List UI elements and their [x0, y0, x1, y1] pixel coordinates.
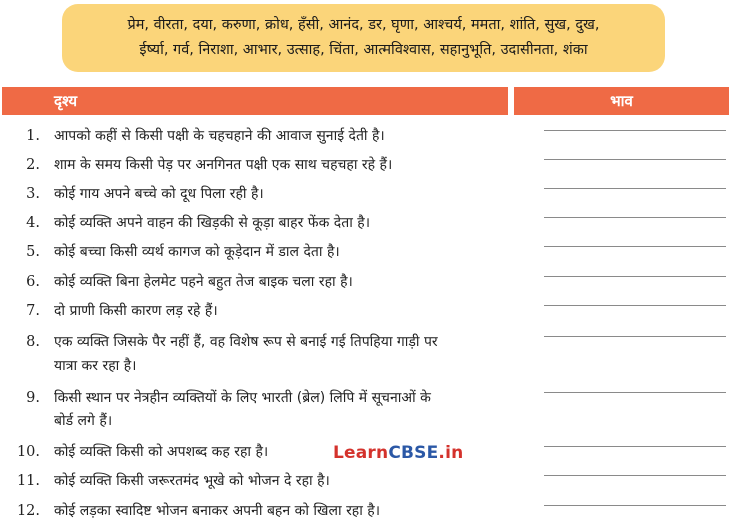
table-header-scene: दृश्य	[2, 87, 508, 115]
emotion-words-line-1: प्रेम, वीरता, दया, करुणा, क्रोध, हँसी, आनंद, डर, घृणा, आश्चर्य, ममता, शांति, सुख, दुख,	[127, 17, 600, 33]
row-scene-text: कोई व्यक्ति किसी को अपशब्द कह रहा है।	[54, 444, 269, 460]
answer-line[interactable]	[544, 305, 726, 306]
row-scene-text: दो प्राणी किसी कारण लड़ रहे हैं।	[54, 303, 218, 319]
watermark-learn: Learn	[333, 443, 389, 463]
row-number: 10.	[16, 444, 40, 460]
answer-line[interactable]	[544, 246, 726, 247]
answer-line[interactable]	[544, 505, 726, 506]
answer-line[interactable]	[544, 159, 726, 160]
row-scene-text: बोर्ड लगे हैं।	[54, 413, 113, 429]
row-number: 8.	[26, 334, 40, 350]
answer-line[interactable]	[544, 336, 726, 337]
row-scene-text: कोई व्यक्ति बिना हेलमेट पहने बहुत तेज बाइक चला रहा है।	[54, 274, 353, 290]
answer-line[interactable]	[544, 130, 726, 131]
row-scene-text: यात्रा कर रहा है।	[54, 358, 137, 374]
row-number: 2.	[26, 157, 40, 173]
row-scene-text: कोई व्यक्ति अपने वाहन की खिड़की से कूड़ा बाहर फेंक देता है।	[54, 215, 371, 231]
answer-line[interactable]	[544, 217, 726, 218]
row-number: 3.	[26, 186, 40, 202]
watermark-cbse: CBSE	[388, 443, 439, 463]
row-scene-text: एक व्यक्ति जिसके पैर नहीं हैं, वह विशेष रूप से बनाई गई तिपहिया गाड़ी पर	[54, 334, 438, 350]
row-scene-text: कोई लड़का स्वादिष्ट भोजन बनाकर अपनी बहन को खिला रहा है।	[54, 503, 381, 519]
row-scene-text: कोई गाय अपने बच्चे को दूध पिला रही है।	[54, 186, 264, 202]
row-number: 11.	[16, 473, 40, 489]
row-number: 1.	[26, 128, 40, 144]
learncbse-watermark	[333, 443, 463, 463]
row-scene-text: किसी स्थान पर नेत्रहीन व्यक्तियों के लिए भारती (ब्रेल) लिपि में सूचनाओं के	[54, 390, 431, 406]
row-number: 4.	[26, 215, 40, 231]
answer-line[interactable]	[544, 188, 726, 189]
table-header-emotion: भाव	[514, 87, 729, 115]
row-number: 6.	[26, 274, 40, 290]
watermark-domain: .in	[438, 443, 464, 463]
row-scene-text: आपको कहीं से किसी पक्षी के चहचहाने की आवाज सुनाई देती है।	[54, 128, 385, 144]
answer-line[interactable]	[544, 276, 726, 277]
row-number: 12.	[16, 503, 40, 519]
row-scene-text: कोई बच्चा किसी व्यर्थ कागज को कूड़ेदान में डाल देता है।	[54, 244, 340, 260]
answer-line[interactable]	[544, 446, 726, 447]
row-number: 7.	[26, 303, 40, 319]
emotion-words-line-2: ईर्ष्या, गर्व, निराशा, आभार, उत्साह, चिंता, आत्मविश्वास, सहानुभूति, उदासीनता, शंका	[139, 42, 588, 58]
emotion-word-box	[62, 4, 665, 72]
row-scene-text: शाम के समय किसी पेड़ पर अनगिनत पक्षी एक साथ चहचहा रहे हैं।	[54, 157, 393, 173]
row-number: 5.	[26, 244, 40, 260]
answer-line[interactable]	[544, 392, 726, 393]
row-scene-text: कोई व्यक्ति किसी जरूरतमंद भूखे को भोजन दे रहा है।	[54, 473, 330, 489]
row-number: 9.	[26, 390, 40, 406]
answer-line[interactable]	[544, 475, 726, 476]
